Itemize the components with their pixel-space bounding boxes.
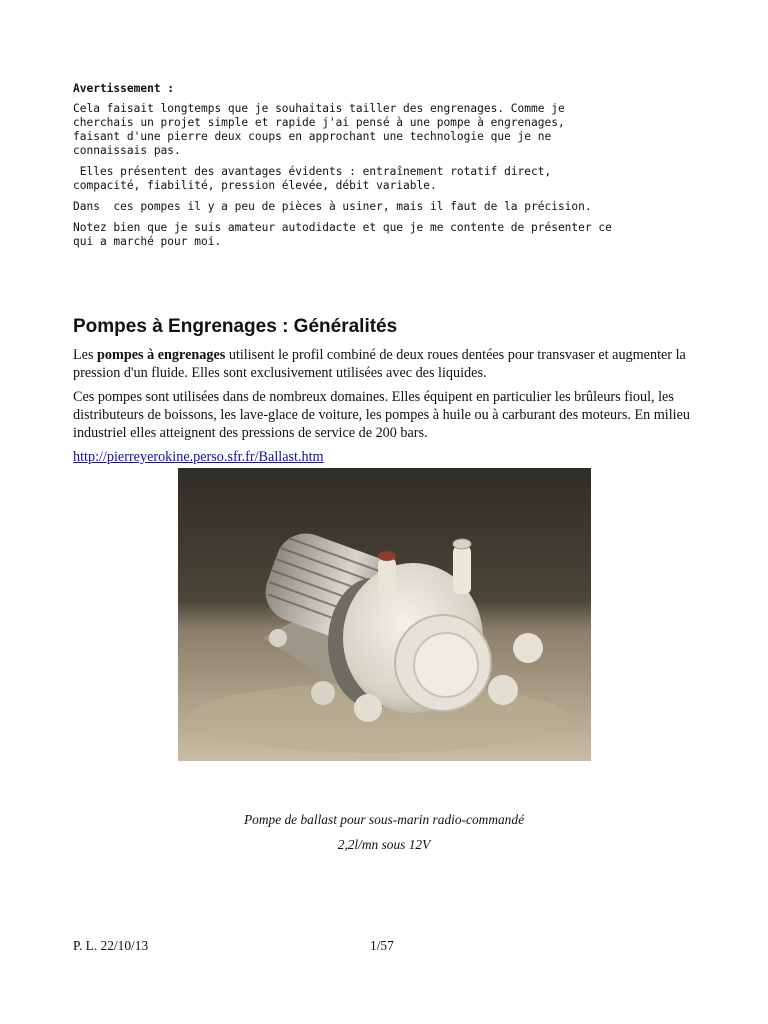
- intro-prefix: Les: [73, 347, 98, 363]
- warning-title: Avertissement :: [73, 82, 175, 95]
- pump-photo: [178, 468, 591, 761]
- photo-caption: [0, 807, 768, 857]
- warning-paragraph-3: Dans ces pompes il y a peu de pièces à usiner, mais il faut de la précision.: [73, 200, 592, 213]
- caption-line-1: Pompe de ballast pour sous-marin radio-commandé: [243, 812, 525, 827]
- warning-block: [73, 82, 713, 256]
- warning-paragraph-4: Notez bien que je suis amateur autodidacte et que je me contente de présenter ce qui a marché pour moi.: [73, 221, 612, 248]
- warning-paragraph-1: Cela faisait longtemps que je souhaitais tailler des engrenages. Comme je cherchais un projet simple et rapide j'ai pensé à une pompe à engrenages, faisant d'une pierre deux coups en approchant une technologie que je ne connaissais pas.: [73, 102, 565, 157]
- footer-page-number: 1/57: [370, 938, 394, 953]
- caption-line-2: 2,2l/mn sous 12V: [337, 837, 431, 852]
- warning-paragraph-2: Elles présentent des avantages évidents : entraînement rotatif direct, compacité, fiabilité, pression élevée, débit variable.: [73, 165, 552, 192]
- ballast-link[interactable]: http://pierreyerokine.perso.sfr.fr/Ballast.htm: [73, 449, 324, 465]
- footer-author-date: P. L. 22/10/13: [73, 938, 149, 953]
- paragraph-usage: Ces pompes sont utilisées dans de nombreux domaines. Elles équipent en particulier les brûleurs fioul, les distributeurs de boissons, les lave-glace de voiture, les pompes à huile ou à carburant des moteurs. En milieu industriel elles atteignent des pressions de service de 200 bars.: [73, 389, 690, 441]
- generalities-section: [73, 316, 713, 466]
- intro-bold-term: pompes à engrenages: [97, 347, 226, 363]
- intro-rest: utilisent le profil combiné de deux roues dentées pour transvaser et augmenter la pression d'un fluide. Elles sont exclusivement utilisées avec des liquides.: [73, 347, 686, 381]
- paragraph-intro: [73, 346, 713, 382]
- section-heading: Pompes à Engrenages : Généralités: [73, 316, 398, 337]
